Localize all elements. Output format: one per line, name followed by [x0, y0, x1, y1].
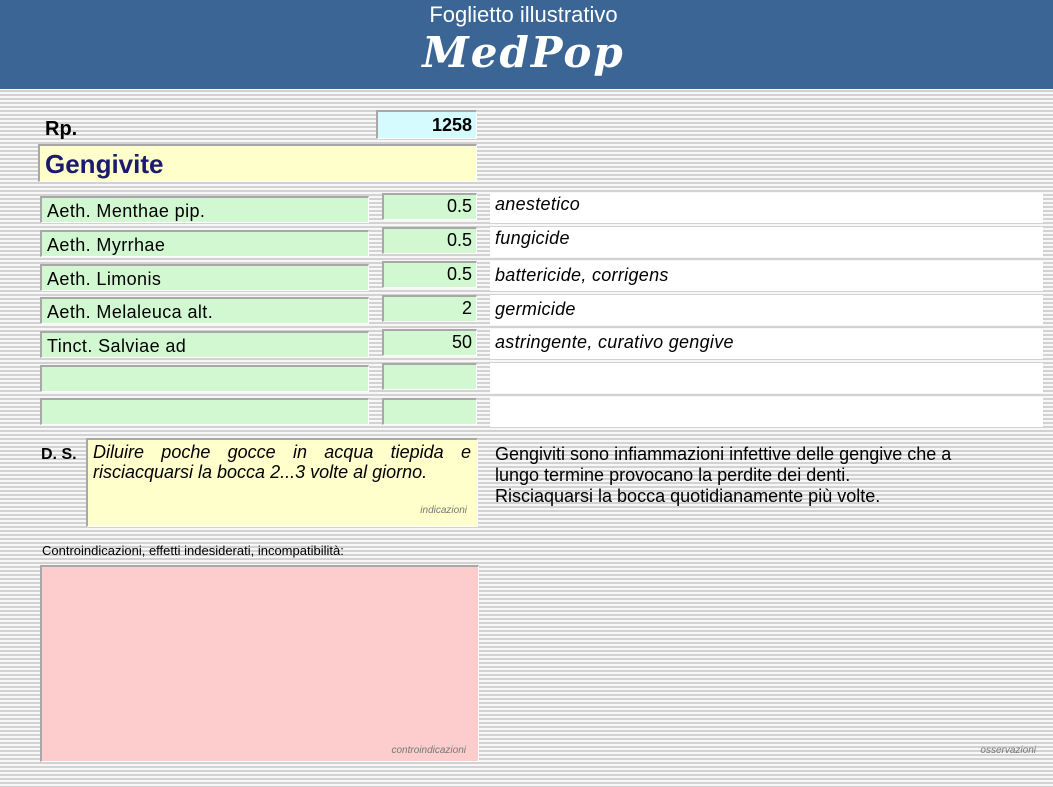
dosage-instructions-field[interactable]: [86, 438, 478, 527]
ingredient-effect-field[interactable]: battericide, corrigens: [490, 261, 1043, 291]
dosage-instructions-text: Diluire poche gocce in acqua tiepida e risciacquarsi la bocca 2...3 volte al giorno.: [93, 442, 471, 482]
contraindications-caption: controindicazioni: [391, 745, 466, 756]
ingredient-qty-field[interactable]: 0.5: [382, 261, 477, 288]
app-title: MedPop: [422, 28, 625, 77]
dosage-label: D. S.: [41, 446, 77, 463]
ingredient-effect-field[interactable]: [490, 363, 1043, 393]
prescription-number-field[interactable]: 1258: [376, 110, 477, 139]
ingredient-effect-field[interactable]: fungicide: [490, 227, 1043, 257]
contraindications-field[interactable]: [40, 565, 479, 762]
ingredient-qty-field[interactable]: 50: [382, 329, 477, 356]
header-bar: [0, 0, 1053, 89]
ingredient-name-field[interactable]: Aeth. Myrrhae: [40, 230, 369, 257]
observations-caption: osservazioni: [980, 745, 1036, 756]
ingredient-qty-field[interactable]: 2: [382, 295, 477, 322]
ingredient-qty-field[interactable]: [382, 398, 477, 425]
observations-line: Risciaquarsi la bocca quotidianamente più volte.: [495, 486, 881, 506]
observations-line: lungo termine provocano la perdite dei denti.: [495, 465, 851, 485]
ingredient-effect-field[interactable]: germicide: [490, 295, 1043, 325]
ingredient-effect-field[interactable]: astringente, curativo gengive: [490, 329, 1043, 359]
ingredient-name-field[interactable]: Aeth. Melaleuca alt.: [40, 297, 369, 324]
ingredient-qty-field[interactable]: 0.5: [382, 193, 477, 220]
ingredient-effect-field[interactable]: [490, 397, 1043, 427]
ingredient-name-field[interactable]: [40, 398, 369, 425]
header-subtitle: Foglietto illustrativo: [429, 2, 618, 27]
ingredient-name-field[interactable]: [40, 365, 369, 392]
ingredient-name-field[interactable]: Tinct. Salviae ad: [40, 331, 369, 358]
ingredient-effect-field[interactable]: anestetico: [490, 193, 1043, 223]
ingredient-qty-field[interactable]: [382, 363, 477, 390]
contraindications-label: Controindicazioni, effetti indesiderati, incompatibilità:: [42, 543, 344, 558]
observations-line: Gengiviti sono infiammazioni infettive delle gengive che a: [495, 444, 952, 464]
rp-label: Rp.: [45, 118, 78, 140]
ingredient-name-field[interactable]: Aeth. Menthae pip.: [40, 196, 369, 223]
prescription-title-field[interactable]: Gengivite: [38, 144, 477, 182]
observations-text[interactable]: [495, 444, 1040, 507]
ingredient-name-field[interactable]: Aeth. Limonis: [40, 264, 369, 291]
indications-caption: indicazioni: [420, 505, 467, 516]
ingredient-qty-field[interactable]: 0.5: [382, 227, 477, 254]
